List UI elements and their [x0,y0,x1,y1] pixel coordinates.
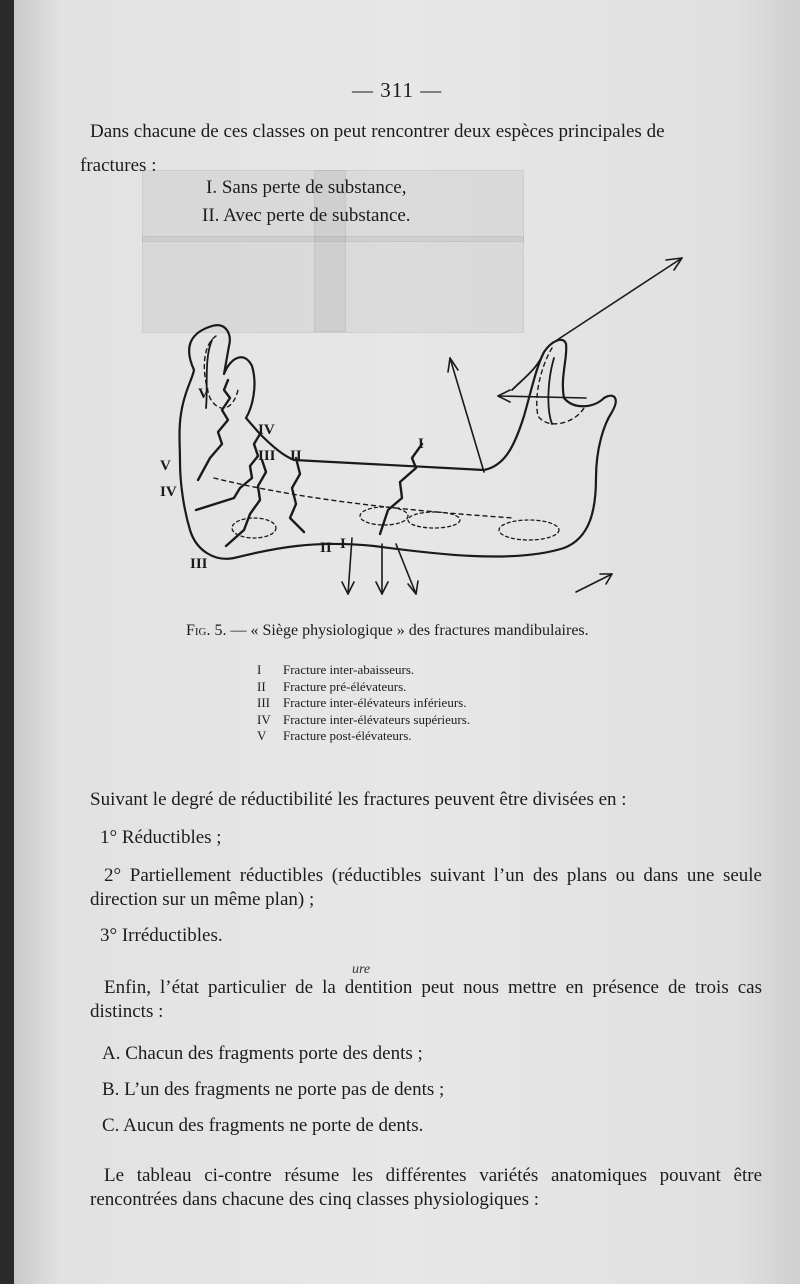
arrow-up-right [554,258,682,342]
fracture-line-iv [196,434,260,510]
fracture-line-iii [226,460,266,546]
legend-text: Fracture inter-élévateurs supérieurs. [283,711,471,727]
figure-label-ii-upper: II [290,448,302,464]
reductibilite-intro: Suivant le degré de réductibilité les fractures peuvent être divisées en : [90,789,627,810]
legend-text: Fracture post-élévateurs. [283,728,412,743]
etat-item-b: B. L’un des fragments ne porte pas de dents ; [102,1079,445,1100]
etat-intro: Enfin, l’état particulier de la dentition peut nous mettre en présence de trois cas distincts : [90,977,762,1022]
handwritten-correction: ure [352,962,371,977]
legend-text: Fracture pré-élévateurs. [283,678,407,694]
legend-row [257,712,470,729]
figure-label-ii: II [320,540,332,556]
legend-row [257,695,470,712]
etat-item-a: A. Chacun des fragments porte des dents ; [102,1043,423,1064]
fracture-line-i [380,444,422,534]
reductibilite-item-1: 1° Réductibles ; [100,827,222,848]
mandible-figure [134,248,694,620]
page-number: — 311 — [352,78,443,102]
figure-label-v: V [160,458,171,474]
figure-legend [257,662,470,745]
figure-caption-text: — « Siège physiologique » des fractures mandibulaires. [226,622,589,639]
legend-num: V [257,728,267,743]
figure-label-iii-upper: III [258,448,276,464]
species-item-1: I. Sans perte de substance, [206,177,407,198]
dashed-condyle-right [537,348,584,424]
right-coronoid [512,352,544,390]
reductibilite-item-2: 2° Partiellement réductibles (réductibles suivant l’un des plans ou dans une seule direction sur un même plan) ; [90,865,762,910]
book-page [14,0,800,1284]
legend-row [257,728,470,745]
arrow-left [498,396,586,398]
legend-row [257,662,470,679]
intro-line-1: Dans chacune de ces classes on peut rencontrer deux espèces principales de [90,121,665,142]
legend-text: Fracture inter-abaisseurs. [283,662,415,677]
dashed-tooth-germ-3 [499,520,559,540]
figure-label-i-upper: I [418,436,424,452]
legend-num: IV [257,711,271,727]
legend-num: III [257,695,270,710]
legend-num: II [257,678,266,694]
arrow-up-left [450,358,484,472]
figure-label-iv-upper: IV [258,422,275,438]
figure-caption-prefix: Fig. 5. [186,622,227,639]
figure-label-iii: III [190,556,208,572]
reductibilite-item-3: 3° Irréductibles. [100,925,223,946]
legend-row [257,679,470,696]
right-ramus-inner [548,358,554,424]
legend-text: Fracture inter-élévateurs inférieurs. [283,695,467,710]
figure-label-v-upper: V [198,386,209,402]
figure-label-i: I [340,536,346,552]
species-item-2: II. Avec perte de substance. [202,205,411,226]
legend-num: I [257,662,262,677]
dashed-tooth-germ-2 [408,512,460,528]
figure-caption [186,622,589,640]
closing-paragraph: Le tableau ci-contre résume les différentes variétés anatomiques pouvant être rencontrées dans chacune des cinq classes physiologiques : [90,1165,762,1210]
figure-label-iv: IV [160,484,177,500]
intro-line-2: fractures : [80,155,157,176]
etat-item-c: C. Aucun des fragments ne porte de dents. [102,1115,424,1136]
